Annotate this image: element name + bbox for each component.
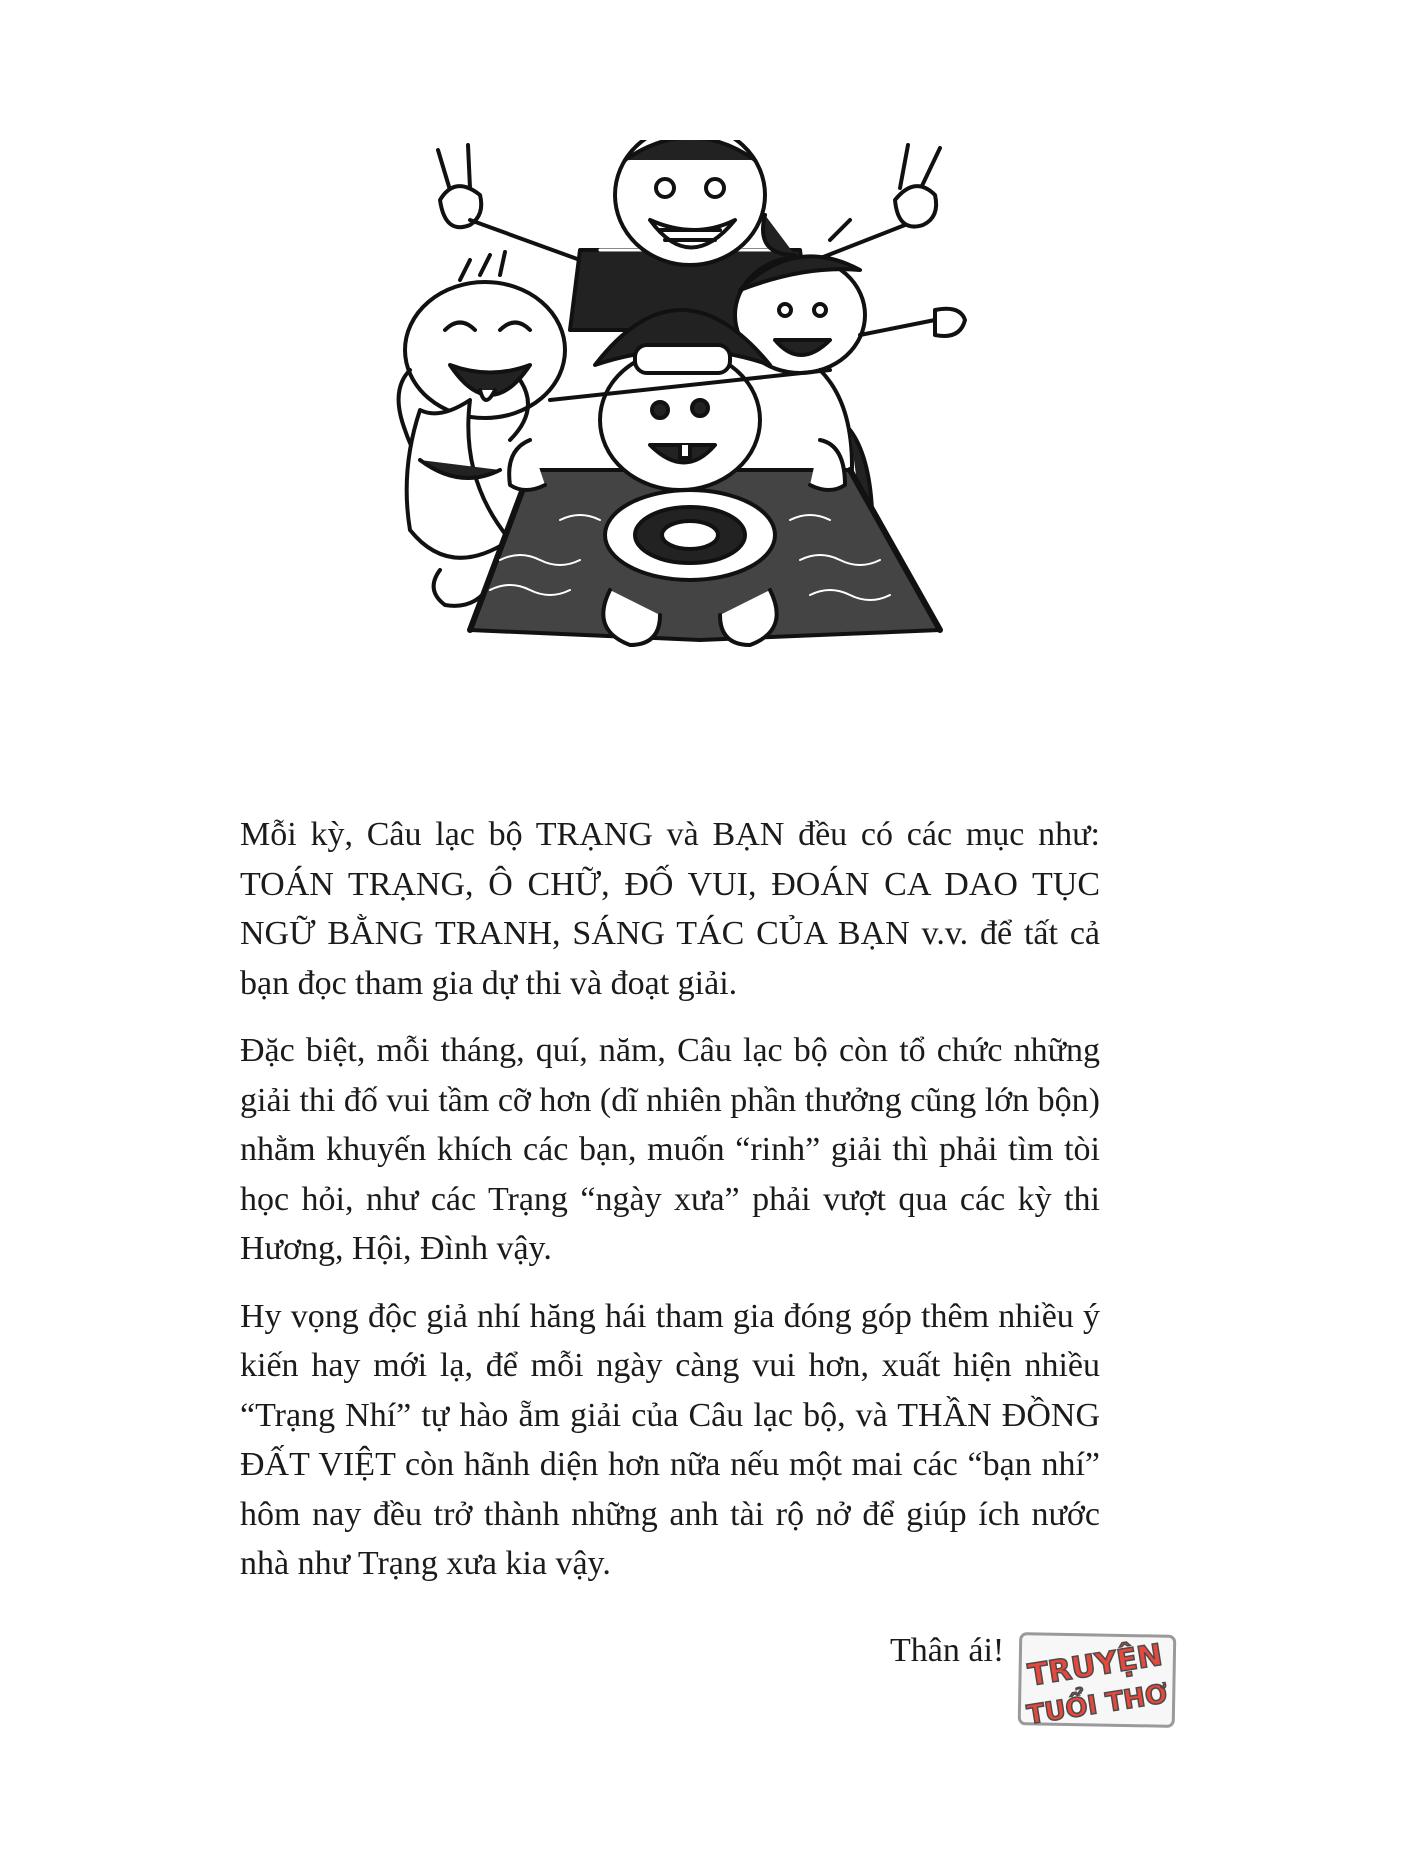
cartoon-group-of-four-boys-icon (380, 140, 1020, 780)
logo-line2: TUỔI THƠ (1025, 1679, 1170, 1731)
paragraph: Mỗi kỳ, Câu lạc bộ TRẠNG và BẠN đều có các mục như: TOÁN TRẠNG, Ô CHỮ, ĐỐ VUI, ĐOÁN CA DAO TỤC NGỮ BẰNG TRANH, SÁNG TÁC CỦA BẠN v.v. để tất cả bạn đọc tham gia dự thi và đoạt giải. (240, 816, 1100, 1002)
signoff: Thân ái! (890, 1632, 1005, 1669)
logo-line1: TRUYỆN (1025, 1637, 1165, 1694)
paragraph: Đặc biệt, mỗi tháng, quí, năm, Câu lạc bộ còn tổ chức những giải thi đố vui tầm cỡ hơn (dĩ nhiên phần thưởng cũng lớn bộn) nhằm khuyến khích các bạn, muốn “rinh” giải thì phải tìm tòi học hỏi, như các Trạng “ngày xưa” phải vượt qua các kỳ thi Hương, Hội, Đình vậy. (240, 1032, 1100, 1267)
body-text (240, 810, 1100, 1607)
paragraph: Hy vọng độc giả nhí hăng hái tham gia đóng góp thêm nhiều ý kiến hay mới lạ, để mỗi ngày càng vui hơn, xuất hiện nhiều “Trạng Nhí” tự hào ẵm giải của Câu lạc bộ, và THẦN ĐỒNG ĐẤT VIỆT còn hãnh diện hơn nữa nếu một mai các “bạn nhí” hôm nay đều trở thành những anh tài rộ nở để giúp ích nước nhà như Trạng xưa kia vậy. (240, 1297, 1100, 1582)
truyen-tuoi-tho-logo (1009, 1621, 1185, 1740)
